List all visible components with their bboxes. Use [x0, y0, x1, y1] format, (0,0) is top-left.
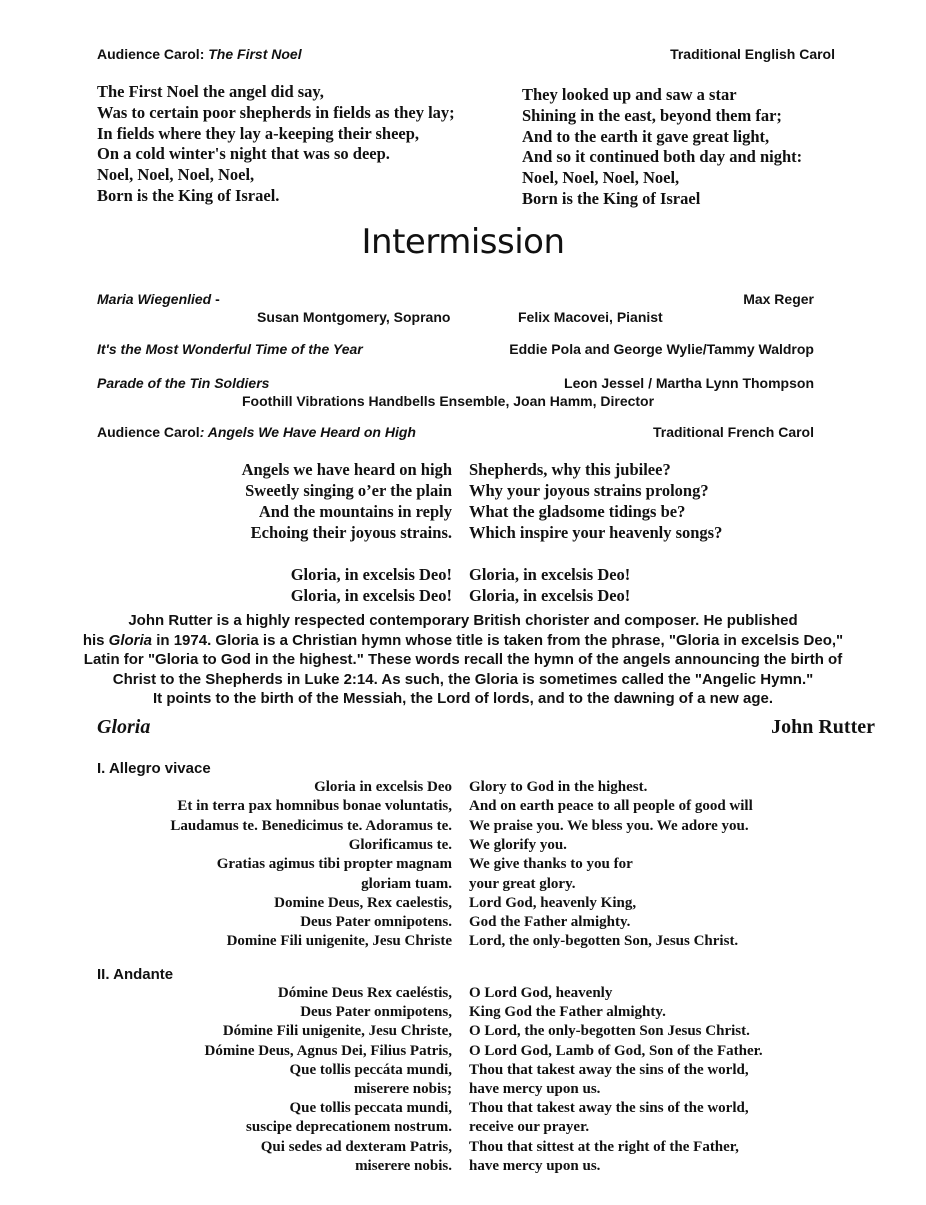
note-line: Latin for "Gloria to God in the highest." These words recall the hymn of the angels announcing the birth of [83, 651, 843, 668]
lyric-left: Echoing their joyous strains. [250, 523, 452, 542]
latin-line: gloriam tuam. [361, 875, 452, 892]
angels-title: : Angels We Have Heard on High [199, 424, 416, 440]
gloria-composer: John Rutter [771, 716, 875, 738]
verse-line: Shining in the east, beyond them far; [522, 105, 782, 125]
verse-line: The First Noel the angel did say, [97, 82, 324, 101]
tin-soldiers-title: Parade of the Tin Soldiers [97, 375, 270, 391]
lyric-row [0, 985, 926, 1004]
lyric-row [0, 779, 926, 798]
lyric-row [0, 502, 926, 522]
lyric-row [0, 1139, 926, 1158]
movement-2-heading: II. Andante [97, 966, 174, 983]
verse-line: Was to certain poor shepherds in fields as they lay; [97, 102, 455, 122]
lyric-right: Why your joyous strains prolong? [469, 481, 709, 500]
gloria-title: Gloria [97, 716, 151, 738]
english-line: O Lord God, Lamb of God, Son of the Father. [469, 1042, 763, 1059]
movement-1-heading: I. Allegro vivace [97, 760, 211, 777]
wiegenlied-composer: Max Reger [743, 291, 814, 307]
english-line: Thou that takest away the sins of the world, [469, 1100, 749, 1117]
wiegenlied-dash: - [211, 291, 220, 307]
wiegenlied-performer-soprano: Susan Montgomery, Soprano [257, 309, 451, 325]
first-noel-label: Audience Carol: [97, 46, 205, 62]
tin-soldiers-composer: Leon Jessel / Martha Lynn Thompson [564, 375, 814, 391]
latin-line: Dómine Deus Rex caeléstis, [277, 985, 452, 1001]
refrain-left: Gloria, in excelsis Deo! [290, 586, 452, 605]
latin-line: Que tollis peccata mundi, [289, 1100, 452, 1117]
latin-line: Deus Pater onmipotens, [300, 1004, 452, 1021]
english-line: Thou that sittest at the right of the Father, [469, 1138, 739, 1155]
latin-line: Et in terra pax homnibus bonae voluntatis, [177, 798, 452, 815]
latin-line: Gratias agimus tibi propter magnam [216, 856, 452, 873]
refrain-right: Gloria, in excelsis Deo! [469, 565, 631, 584]
first-noel-composer: Traditional English Carol [670, 46, 835, 62]
first-noel-heading [97, 46, 302, 62]
refrain-row [0, 565, 926, 585]
wiegenlied-title-row [97, 291, 220, 307]
verse-line: Noel, Noel, Noel, Noel, [522, 168, 680, 188]
lyric-right: Which inspire your heavenly songs? [469, 523, 723, 542]
tin-soldiers-performer: Foothill Vibrations Handbells Ensemble, Joan Hamm, Director [242, 393, 655, 409]
lyric-row [0, 856, 926, 875]
latin-line: miserere nobis; [353, 1081, 452, 1097]
angels-heading [97, 424, 416, 440]
first-noel-title: The First Noel [208, 46, 302, 62]
english-line: We praise you. We bless you. We adore you. [469, 817, 749, 834]
wonderful-title: It's the Most Wonderful Time of the Year [97, 341, 363, 357]
lyric-left: Sweetly singing o’er the plain [245, 481, 452, 500]
lyric-left: And the mountains in reply [258, 502, 452, 521]
latin-line: Domine Deus, Rex caelestis, [274, 894, 452, 911]
english-line: O Lord, the only-begotten Son Jesus Christ. [469, 1023, 750, 1040]
latin-line: Deus Pater omnipotens. [300, 914, 452, 931]
english-line: O Lord God, heavenly [469, 985, 613, 1001]
verse-line: And so it continued both day and night: [522, 147, 803, 167]
refrain-row [0, 586, 926, 606]
verse-line: On a cold winter's night that was so deep. [97, 144, 390, 164]
lyric-row [0, 1119, 926, 1138]
lyric-row [0, 798, 926, 817]
latin-line: suscipe deprecationem nostrum. [246, 1119, 452, 1136]
note-line: John Rutter is a highly respected contemporary British chorister and composer. He published [128, 612, 798, 629]
verse-line: And to the earth it gave great light, [522, 126, 770, 146]
lyric-row [0, 1081, 926, 1100]
latin-line: miserere nobis. [355, 1157, 452, 1174]
latin-line: Qui sedes ad dexteram Patris, [260, 1138, 452, 1155]
english-line: We glorify you. [469, 836, 567, 853]
lyric-right: What the gladsome tidings be? [469, 502, 686, 521]
english-line: your great glory. [469, 875, 576, 892]
angels-label: Audience Carol [97, 424, 200, 440]
note-line: Christ to the Shepherds in Luke 2:14. As such, the Gloria is sometimes called the "Angelic Hymn." [112, 670, 814, 688]
refrain-right: Gloria, in excelsis Deo! [469, 586, 631, 605]
note-line [0, 631, 926, 651]
note-text: his [82, 631, 109, 649]
english-line: Lord God, heavenly King, [469, 894, 637, 911]
english-line: We give thanks to you for [469, 856, 633, 873]
lyric-row [0, 460, 926, 480]
intermission-heading: Intermission [361, 222, 565, 262]
verse-line: They looked up and saw a star [522, 85, 737, 104]
latin-line: Laudamus te. Benedicimus te. Adoramus te. [170, 817, 452, 834]
wonderful-composer: Eddie Pola and George Wylie/Tammy Waldrop [509, 341, 814, 357]
english-line: Thou that takest away the sins of the world, [469, 1061, 749, 1078]
lyric-row [0, 1043, 926, 1062]
lyric-row [0, 933, 926, 952]
lyric-row [0, 1062, 926, 1081]
note-line: It points to the birth of the Messiah, the Lord of lords, and to the dawning of a new age. [152, 690, 773, 707]
lyric-left: Angels we have heard on high [241, 460, 452, 479]
wiegenlied-title: Maria Wiegenlied [97, 291, 212, 307]
lyric-row [0, 876, 926, 895]
english-line: God the Father almighty. [469, 914, 631, 931]
english-line: Lord, the only-begotten Son, Jesus Christ. [469, 933, 739, 950]
lyric-row [0, 523, 926, 543]
english-line: King God the Father almighty. [469, 1004, 666, 1021]
lyric-row [0, 1023, 926, 1042]
english-line: And on earth peace to all people of good will [469, 798, 753, 815]
verse-line: In fields where they lay a-keeping their sheep, [97, 123, 420, 143]
lyric-row [0, 1004, 926, 1023]
lyric-row [0, 1158, 926, 1177]
latin-line: Glorificamus te. [348, 836, 452, 853]
rutter-note [0, 611, 926, 709]
latin-line: Dómine Fili unigenite, Jesu Christe, [222, 1023, 452, 1040]
latin-line: Que tollis peccáta mundi, [289, 1061, 452, 1078]
note-text: in 1974. Gloria is a Christian hymn whose title is taken from the phrase, "Gloria in excelsis Deo," [152, 631, 844, 649]
verse-line: Born is the King of Israel [522, 188, 701, 208]
english-line: have mercy upon us. [469, 1157, 601, 1174]
lyric-row [0, 818, 926, 837]
lyric-row [0, 914, 926, 933]
first-noel-verse-right [522, 85, 802, 210]
latin-line: Dómine Deus, Agnus Dei, Filius Patris, [204, 1042, 452, 1059]
latin-line: Domine Fili unigenite, Jesu Christe [226, 933, 452, 950]
lyric-row [0, 481, 926, 501]
verse-line: Noel, Noel, Noel, Noel, [97, 165, 255, 185]
first-noel-verse-left [97, 82, 455, 207]
english-line: have mercy upon us. [469, 1081, 601, 1097]
english-line: Glory to God in the highest. [469, 779, 648, 795]
note-gloria-title: Gloria [108, 631, 153, 649]
angels-composer: Traditional French Carol [652, 424, 814, 440]
english-line: receive our prayer. [469, 1119, 590, 1136]
lyric-right: Shepherds, why this jubilee? [469, 460, 671, 479]
lyric-row [0, 1100, 926, 1119]
latin-line: Gloria in excelsis Deo [314, 779, 452, 795]
refrain-left: Gloria, in excelsis Deo! [290, 565, 452, 584]
lyric-row [0, 895, 926, 914]
lyric-row [0, 837, 926, 856]
wiegenlied-performer-pianist: Felix Macovei, Pianist [518, 309, 663, 325]
verse-line: Born is the King of Israel. [97, 185, 280, 205]
